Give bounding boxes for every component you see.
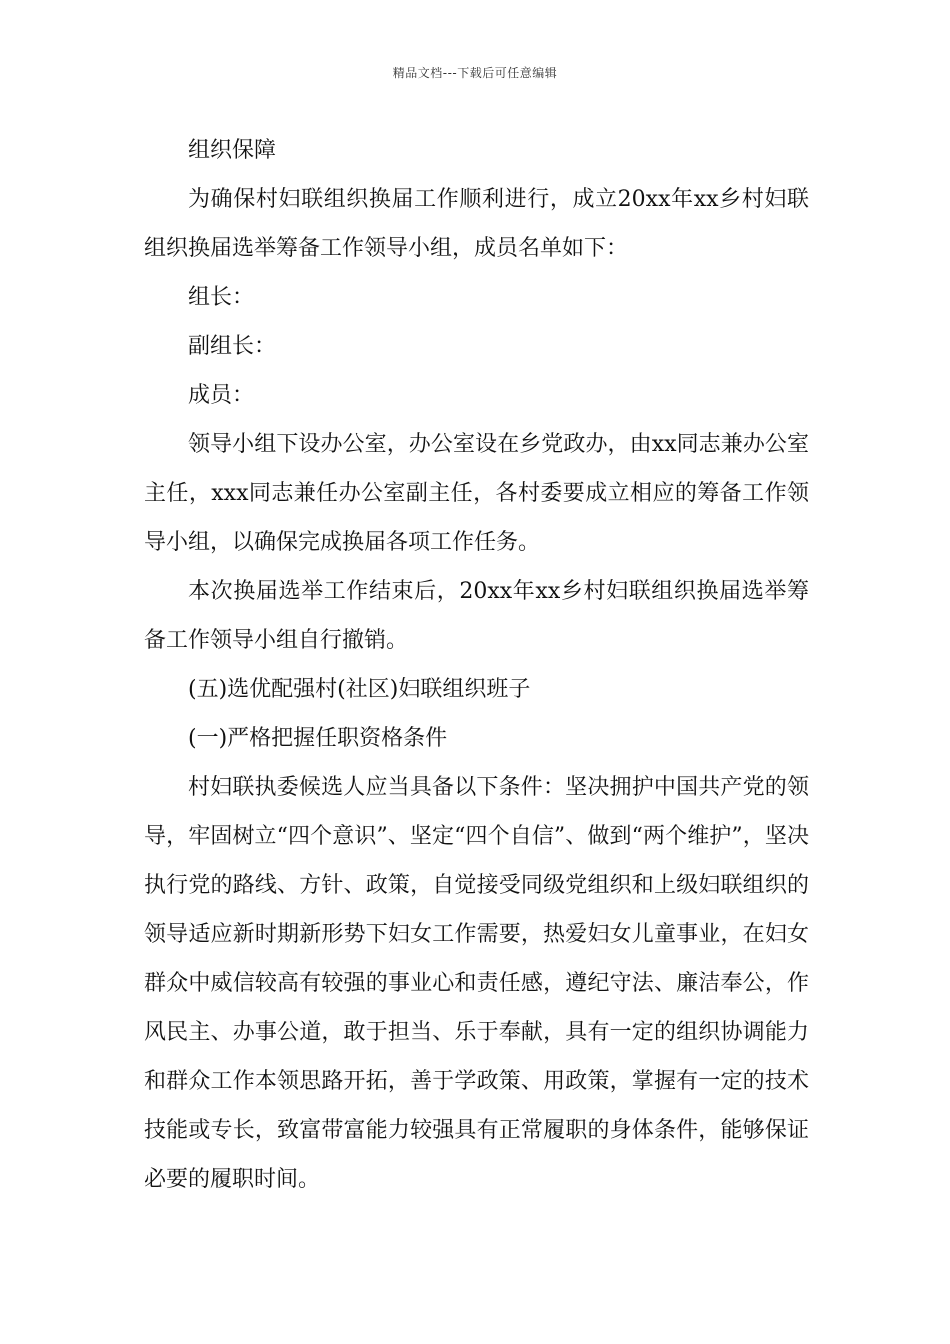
document-body	[144, 126, 809, 1204]
member-line-leader: 组长：	[188, 285, 255, 310]
section-heading-five: (五)选优配强村(社区)妇联组织班子	[188, 677, 531, 702]
paragraph-leading-group: 为确保村妇联组织换届工作顺利进行，成立20xx年xx乡村妇联组织换届选举筹备工作领导小组，成员名单如下：	[144, 187, 809, 261]
paragraph-dissolution: 本次换届选举工作结束后，20xx年xx乡村妇联组织换届选举筹备工作领导小组自行撤销。	[144, 579, 809, 653]
page-header: 精品文档---下载后可任意编辑	[392, 66, 558, 80]
member-line-deputy: 副组长：	[188, 334, 277, 359]
member-line-members: 成员：	[188, 383, 255, 408]
paragraph-qualifications: 村妇联执委候选人应当具备以下条件：坚决拥护中国共产党的领导，牢固树立“四个意识”、坚定“四个自信”、做到“两个维护”，坚决执行党的路线、方针、政策，自觉接受同级党组织和上级妇联组织的领导适应新时期新形势下妇女工作需要，热爱妇女儿童事业，在妇女群众中威信较高有较强的事业心和责任感，遵纪守法、廉洁奉公，作风民主、办事公道，敢于担当、乐于奉献，具有一定的组织协调能力和群众工作本领思路开拓，善于学政策、用政策，掌握有一定的技术技能或专长，致富带富能力较强具有正常履职的身体条件，能够保证必要的履职时间。	[144, 775, 809, 1192]
section-heading-organization: 组织保障	[188, 138, 277, 163]
section-heading-one: (一)严格把握任职资格条件	[188, 726, 448, 751]
paragraph-office: 领导小组下设办公室，办公室设在乡党政办，由xx同志兼办公室主任，xxx同志兼任办公室副主任，各村委要成立相应的筹备工作领导小组，以确保完成换届各项工作任务。	[144, 432, 809, 555]
